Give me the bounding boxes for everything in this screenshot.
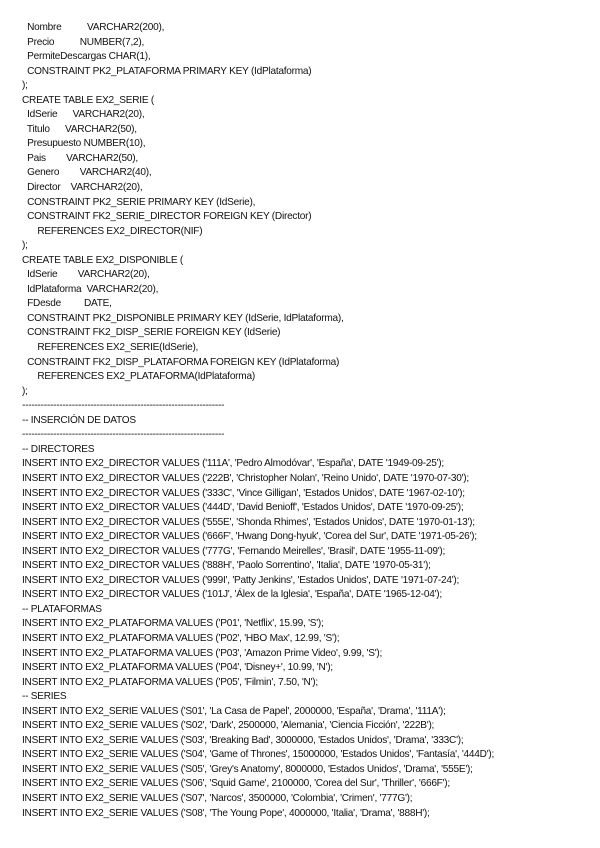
section-comment: -- PLATAFORMAS: [22, 603, 102, 615]
code-line: INSERT INTO EX2_PLATAFORMA VALUES ('P05', 'Filmin', 7.50, 'N');: [22, 676, 318, 688]
section-heading: -- INSERCIÓN DE DATOS: [22, 414, 136, 426]
code-line: REFERENCES EX2_SERIE(IdSerie),: [22, 342, 199, 354]
code-line: FDesde DATE,: [22, 298, 112, 310]
code-line: CONSTRAINT FK2_SERIE_DIRECTOR FOREIGN KEY (Director): [22, 211, 312, 223]
code-line: IdSerie VARCHAR2(20),: [22, 269, 150, 281]
code-line: CONSTRAINT PK2_DISPONIBLE PRIMARY KEY (IdSerie, IdPlataforma),: [22, 312, 344, 324]
code-line: REFERENCES EX2_PLATAFORMA(IdPlataforma): [22, 371, 255, 383]
code-line: REFERENCES EX2_DIRECTOR(NIF): [22, 225, 203, 237]
code-line: );: [22, 385, 28, 397]
code-line: INSERT INTO EX2_SERIE VALUES ('S01', 'La Casa de Papel', 2000000, 'España', 'Drama', '111A');: [22, 705, 446, 717]
section-comment: -- SERIES: [22, 691, 67, 703]
code-line: Presupuesto NUMBER(10),: [22, 138, 146, 150]
code-line: CONSTRAINT FK2_DISP_SERIE FOREIGN KEY (IdSerie): [22, 327, 281, 339]
code-line: INSERT INTO EX2_PLATAFORMA VALUES ('P03', 'Amazon Prime Video', 9.99, 'S');: [22, 647, 383, 659]
section-comment: -- DIRECTORES: [22, 443, 95, 455]
code-line: INSERT INTO EX2_SERIE VALUES ('S08', 'The Young Pope', 4000000, 'Italia', 'Drama', '888H');: [22, 807, 430, 819]
code-line: INSERT INTO EX2_SERIE VALUES ('S02', 'Dark', 2500000, 'Alemania', 'Ciencia Ficción', '222B');: [22, 720, 435, 732]
code-line: IdSerie VARCHAR2(20),: [22, 109, 145, 121]
code-line: INSERT INTO EX2_SERIE VALUES ('S06', 'Squid Game', 2100000, 'Corea del Sur', 'Thriller', '666F');: [22, 778, 450, 790]
code-line: INSERT INTO EX2_DIRECTOR VALUES ('555E', 'Shonda Rhimes', 'Estados Unidos', DATE '1970-01-13');: [22, 516, 475, 528]
code-line: INSERT INTO EX2_DIRECTOR VALUES ('444D', 'David Benioff', 'Estados Unidos', DATE '1970-09-25');: [22, 502, 464, 514]
code-line: Pais VARCHAR2(50),: [22, 152, 138, 164]
code-line: INSERT INTO EX2_SERIE VALUES ('S05', 'Grey's Anatomy', 8000000, 'Estados Unidos', 'Drama', '555E');: [22, 763, 473, 775]
code-line: INSERT INTO EX2_DIRECTOR VALUES ('101J', 'Álex de la Iglesia', 'España', DATE '1965-12-04');: [22, 589, 442, 601]
code-line: INSERT INTO EX2_DIRECTOR VALUES ('666F', 'Hwang Dong-hyuk', 'Corea del Sur', DATE '1971-05-26');: [22, 531, 477, 543]
code-line: );: [22, 80, 28, 92]
code-line: INSERT INTO EX2_DIRECTOR VALUES ('777G', 'Fernando Meirelles', 'Brasil', DATE '1955-11-09');: [22, 545, 446, 557]
code-line: Precio NUMBER(7,2),: [22, 36, 145, 48]
code-line: INSERT INTO EX2_DIRECTOR VALUES ('111A', 'Pedro Almodóvar', 'España', DATE '1949-09-25');: [22, 458, 444, 470]
code-line: );: [22, 240, 28, 252]
code-line: IdPlataforma VARCHAR2(20),: [22, 283, 159, 295]
code-line: Titulo VARCHAR2(50),: [22, 123, 137, 135]
code-line: INSERT INTO EX2_DIRECTOR VALUES ('222B', 'Christopher Nolan', 'Reino Unido', DATE '1970-07-30');: [22, 472, 469, 484]
code-line: Nombre VARCHAR2(200),: [22, 22, 165, 33]
code-line: INSERT INTO EX2_DIRECTOR VALUES ('999I', 'Patty Jenkins', 'Estados Unidos', DATE '1971-07-24');: [22, 574, 460, 586]
separator-line: -----------------------------------------------------------------: [22, 400, 225, 412]
code-line: PermiteDescargas CHAR(1),: [22, 51, 151, 63]
code-line: CONSTRAINT PK2_PLATAFORMA PRIMARY KEY (IdPlataforma): [22, 65, 312, 77]
separator-line: -----------------------------------------------------------------: [22, 429, 225, 441]
code-line: INSERT INTO EX2_DIRECTOR VALUES ('333C', 'Vince Gilligan', 'Estados Unidos', DATE '1967-02-10');: [22, 487, 465, 499]
code-line: Genero VARCHAR2(40),: [22, 167, 152, 179]
code-line: Director VARCHAR2(20),: [22, 182, 143, 194]
code-line: CONSTRAINT PK2_SERIE PRIMARY KEY (IdSerie),: [22, 196, 256, 208]
code-line: INSERT INTO EX2_SERIE VALUES ('S03', 'Breaking Bad', 3000000, 'Estados Unidos', 'Drama', '333C');: [22, 734, 464, 746]
code-line: INSERT INTO EX2_PLATAFORMA VALUES ('P02', 'HBO Max', 12.99, 'S');: [22, 632, 340, 644]
code-line: CREATE TABLE EX2_SERIE (: [22, 94, 154, 106]
code-line: CONSTRAINT FK2_DISP_PLATAFORMA FOREIGN KEY (IdPlataforma): [22, 356, 340, 368]
code-line: CREATE TABLE EX2_DISPONIBLE (: [22, 254, 184, 266]
code-line: INSERT INTO EX2_PLATAFORMA VALUES ('P04', 'Disney+', 10.99, 'N');: [22, 662, 333, 674]
sql-code-listing: [22, 21, 592, 821]
code-line: INSERT INTO EX2_SERIE VALUES ('S04', 'Game of Thrones', 15000000, 'Estados Unidos', 'Fantasía', '444D');: [22, 749, 495, 761]
code-line: INSERT INTO EX2_SERIE VALUES ('S07', 'Narcos', 3500000, 'Colombia', 'Crimen', '777G');: [22, 792, 413, 804]
code-line: INSERT INTO EX2_PLATAFORMA VALUES ('P01', 'Netflix', 15.99, 'S');: [22, 618, 324, 630]
code-line: INSERT INTO EX2_DIRECTOR VALUES ('888H', 'Paolo Sorrentino', 'Italia', DATE '1970-05-31');: [22, 560, 431, 572]
